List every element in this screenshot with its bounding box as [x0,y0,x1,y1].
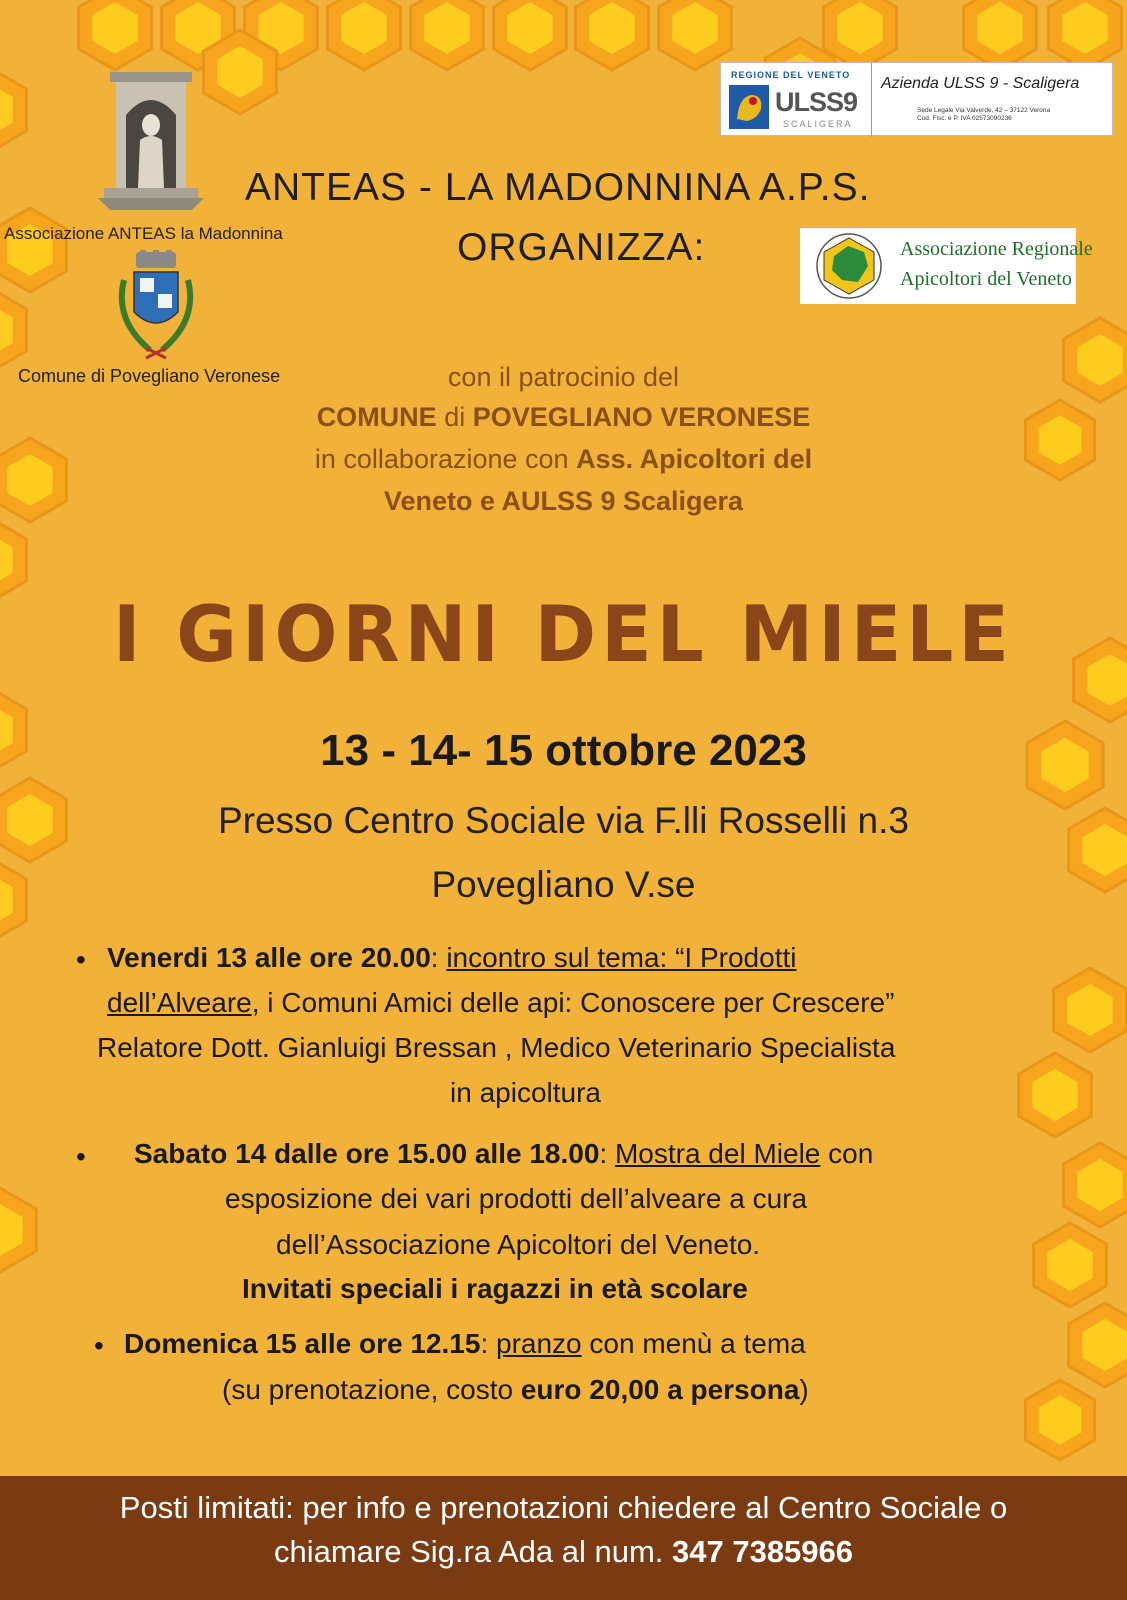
honeycomb-cell [964,0,1037,70]
apicoltori-logo-text [900,234,1093,294]
ulss-address [917,107,1050,123]
footer-line1: Posti limitati: per info e prenotazioni chiedere al Centro Sociale o [119,1490,1008,1525]
veneto-map-hex-icon [804,232,894,300]
saturday-line2: esposizione dei vari prodotti dell’alveare a cura [225,1183,808,1214]
saturday-time: Sabato 14 dalle ore 15.00 alle 18.00 [134,1138,600,1169]
sunday-menu: con menù a tema [581,1328,806,1359]
honeycomb-cell [0,288,26,372]
sunday-colon: : [480,1328,496,1359]
honeycomb-cell [0,68,26,152]
honeycomb-cell [1064,1143,1127,1227]
honeycomb-cell [1019,1053,1092,1137]
friday-topic: incontro sul tema: “I Prodotti [446,942,797,973]
ulss-mark-text: ULSS9 [775,87,858,117]
povegliano-bold: POVEGLIANO VERONESE [472,402,811,432]
honeycomb-cell [1025,1380,1094,1460]
ulss-azienda-text: Azienda ULSS 9 - Scaligera [881,75,1080,92]
patrocinio-line1: con il patrocinio del [447,362,680,392]
patrocinio-line4: Veneto e AULSS 9 Scaligera [383,486,744,516]
sunday-pranzo: pranzo [496,1328,582,1359]
honeycomb-cell [1049,0,1122,70]
event-dates: 13 - 14- 15 ottobre 2023 [320,726,807,775]
friday-line4: in apicoltura [450,1077,601,1108]
honeycomb-cell [79,0,152,70]
saturday-line1 [134,1138,873,1170]
bullet-saturday: • [76,1141,86,1172]
anteas-logo-label: Associazione ANTEAS la Madonnina [4,224,283,243]
comune-bold: COMUNE [316,402,437,432]
friday-alveare: dell’Alveare [107,987,252,1018]
sunday-line1 [124,1328,806,1360]
friday-colon: : [430,942,447,973]
event-place-line1: Presso Centro Sociale via F.lli Rosselli n.3 [218,800,909,841]
comune-coat-of-arms [110,250,202,365]
honeycomb-cell [0,208,66,292]
honeycomb-cell [0,1188,36,1272]
organizza-heading: ORGANIZZA: [457,226,706,269]
saturday-con: con [820,1138,874,1169]
friday-line1 [107,942,796,974]
saturday-colon: : [599,1138,615,1169]
saturday-line4: Invitati speciali i ragazzi in età scolare [242,1273,748,1304]
honeycomb-cell [1054,968,1127,1052]
apicoltori-logo [800,228,1093,304]
patrocinio-line2 [0,402,1127,433]
ulss9-logo [720,62,1113,136]
bullet-sunday: • [94,1330,104,1361]
honeycomb-cell [576,0,649,70]
friday-comuni: , i Comuni Amici delle api: Conoscere per Crescere” [251,987,895,1018]
footer-call-text: chiamare Sig.ra Ada al num. [273,1534,672,1569]
madonnina-statue-logo [96,70,206,215]
honeycomb-cell [328,0,401,70]
event-place-line2: Povegliano V.se [431,864,696,905]
sunday-time: Domenica 15 alle ore 12.15 [124,1328,481,1359]
ulss9-mark-panel [721,63,872,137]
di-text: di [436,402,473,432]
organizer-name: ANTEAS - LA MADONNINA A.P.S. [245,166,871,209]
friday-line2 [107,987,894,1019]
ulss-sub-text: SCALIGERA [783,119,853,129]
friday-line3: Relatore Dott. Gianluigi Bressan , Medico Veterinario Specialista [97,1032,896,1063]
event-title: I GIORNI DEL MIELE [112,589,1014,681]
sunday-line2 [222,1374,809,1406]
bullet-friday: • [76,944,86,975]
saturday-mostra: Mostra del Miele [614,1138,821,1169]
saturday-line3: dell’Associazione Apicoltori del Veneto. [276,1229,761,1260]
ulss-address-line2: Cod. Fisc. e P. IVA 02573090236 [917,115,1012,122]
honeycomb-cell [411,0,484,70]
footer-line2 [0,1534,1127,1570]
honeycomb-cell [1069,1303,1127,1387]
apicoltori-line2: Apicoltori del Veneto [900,268,1072,290]
honeycomb-cell [494,0,567,70]
patrocinio-line3 [0,444,1127,475]
honeycomb-cell [1034,1223,1107,1307]
sunday-price: euro 20,00 a persona [520,1374,800,1405]
honeycomb-cell [659,0,732,70]
sunday-prenotazione: (su prenotazione, costo [222,1374,521,1405]
ulss-region-text: REGIONE DEL VENETO [731,70,851,80]
footer-banner [0,1476,1127,1600]
footer-phone: 347 7385966 [672,1534,854,1569]
veneto-lion-icon [729,85,769,129]
collab-text: in collaborazione con [314,444,577,474]
apicoltori-line1: Associazione Regionale [900,238,1093,260]
ulss-address-line1: Sede Legale Via Valverde, 42 – 37122 Verona [917,107,1051,114]
friday-time: Venerdi 13 alle ore 20.00 [107,942,431,973]
sunday-close: ) [799,1374,809,1405]
comune-logo-label: Comune di Povegliano Veronese [18,366,281,386]
collab-bold: Ass. Apicoltori del [576,444,813,474]
